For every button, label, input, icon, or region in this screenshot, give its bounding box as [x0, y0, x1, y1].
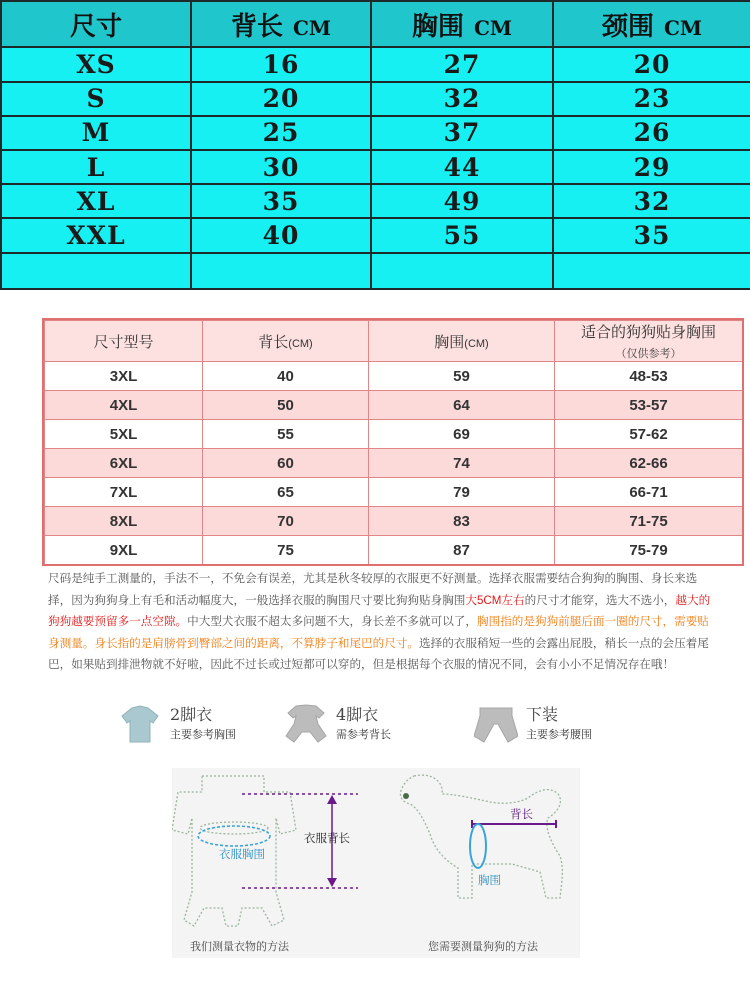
- chest-cell: 69: [369, 420, 555, 449]
- garment-type-name: 2脚衣: [170, 705, 213, 724]
- size-cell: L: [1, 150, 191, 184]
- note-text: 中大型犬衣服不超太多问题不大，身长差不多就可以了，: [187, 615, 477, 629]
- table-row: [1, 116, 750, 150]
- neck-cell: 32: [553, 184, 750, 218]
- fit-cell: 62-66: [555, 449, 743, 478]
- table-row: [1, 184, 750, 218]
- dog-chest-label: 胸围: [478, 875, 501, 887]
- header-size: 尺寸: [1, 1, 191, 47]
- header-back-length: 背长(CM): [203, 321, 369, 362]
- header-fit-chest: 适合的狗狗贴身胸围 （仅供参考）: [555, 321, 743, 362]
- neck-cell: 20: [553, 47, 750, 81]
- table-row: [45, 507, 743, 536]
- size-cell: XS: [1, 47, 191, 81]
- table-row: [45, 391, 743, 420]
- back-cell: 70: [203, 507, 369, 536]
- table-row: [1, 218, 750, 252]
- chest-cell: 74: [369, 449, 555, 478]
- unit-label: CM: [473, 15, 513, 40]
- chest-cell: 87: [369, 536, 555, 565]
- chest-cell: 64: [369, 391, 555, 420]
- back-cell: 40: [191, 218, 371, 252]
- chest-cell: 83: [369, 507, 555, 536]
- back-cell: 30: [191, 150, 371, 184]
- garment-type-name: 下装: [526, 705, 559, 724]
- dog-back-label: 背长: [510, 809, 533, 821]
- table-row: [1, 82, 750, 116]
- note-text: 的尺寸才能穿，选大不选小，: [524, 593, 676, 607]
- back-cell: 35: [191, 184, 371, 218]
- reference-note: （仅供参考）: [615, 348, 682, 360]
- back-cell: 60: [203, 449, 369, 478]
- garment-type-hint: 主要参考胸围: [170, 729, 236, 741]
- size-cell: 4XL: [45, 391, 203, 420]
- table-row: [45, 449, 743, 478]
- size-cell: S: [1, 82, 191, 116]
- back-cell: 16: [191, 47, 371, 81]
- size-cell: XXL: [1, 218, 191, 252]
- garment-type-hint: 主要参考腰围: [526, 729, 592, 741]
- chest-cell: 37: [371, 116, 553, 150]
- note-measure-definition: 胸围指的是狗狗前腿后面一圈的尺寸，需要贴身测量。身长指的是肩膀骨到臀部之间的距离，不算脖子和尾巴的尺寸。: [48, 615, 709, 650]
- table-row: [45, 420, 743, 449]
- basic-size-table: [0, 0, 750, 290]
- size-cell: M: [1, 116, 191, 150]
- chest-cell: 32: [371, 82, 553, 116]
- neck-cell: 29: [553, 150, 750, 184]
- fit-cell: 75-79: [555, 536, 743, 565]
- measurement-diagram: [172, 768, 580, 958]
- sizing-notes: [48, 568, 718, 676]
- size-cell: 9XL: [45, 536, 203, 565]
- size-cell: 7XL: [45, 478, 203, 507]
- chest-cell: 44: [371, 150, 553, 184]
- garment-type-name: 4脚衣: [336, 705, 379, 724]
- chest-cell: 59: [369, 362, 555, 391]
- table-row: [45, 362, 743, 391]
- large-size-table: [44, 320, 743, 565]
- unit-label: CM: [292, 15, 332, 40]
- size-cell: 3XL: [45, 362, 203, 391]
- size-cell: XL: [1, 184, 191, 218]
- neck-cell: 23: [553, 82, 750, 116]
- back-cell: 55: [203, 420, 369, 449]
- back-cell: 40: [203, 362, 369, 391]
- neck-cell: 26: [553, 116, 750, 150]
- basic-size-header-row: [1, 1, 750, 47]
- garment-caption: 我们测量衣物的方法: [190, 941, 289, 953]
- measurement-illustration: [172, 768, 580, 958]
- header-neck: 颈围 CM: [553, 1, 750, 47]
- two-leg-shirt-icon: [118, 702, 162, 746]
- back-cell: 50: [203, 391, 369, 420]
- back-cell: 25: [191, 116, 371, 150]
- back-cell: 20: [191, 82, 371, 116]
- note-text: 尺码是纯手工测量的，手法不一，不免会有误差，尤其是秋冬较厚的衣服更不好测量。选择衣服需要结合狗狗的胸围、身长来选择，因为狗狗身上有毛和活动幅度大，一般选择衣服的胸围尺寸要比狗狗贴身胸围: [48, 572, 698, 607]
- table-row: [45, 478, 743, 507]
- note-text: 选择的衣服稍短一些的会露出屁股，稍长一点的会压着尾巴，如果贴到排泄物就不好啦，因此不过长或过短都可以穿的，但是根据每个衣服的情况不同，会有小小不足情况存在哦！: [48, 636, 709, 672]
- size-cell: 5XL: [45, 420, 203, 449]
- table-row: [45, 536, 743, 565]
- empty-row: [1, 253, 750, 289]
- header-chest: 胸围 CM: [371, 1, 553, 47]
- size-cell: 6XL: [45, 449, 203, 478]
- header-size-model: 尺寸型号: [45, 321, 203, 362]
- note-highlight: 越大的狗狗越要预留多一点空隙。: [48, 593, 711, 629]
- pants-icon: [474, 702, 518, 746]
- fit-cell: 57-62: [555, 420, 743, 449]
- note-highlight: 大5CM左右: [465, 593, 525, 607]
- fit-cell: 71-75: [555, 507, 743, 536]
- garment-back-label: 衣服背长: [304, 833, 350, 845]
- unit-label: CM: [663, 15, 703, 40]
- fit-cell: 53-57: [555, 391, 743, 420]
- neck-cell: 35: [553, 218, 750, 252]
- garment-chest-label: 衣服胸围: [219, 849, 265, 861]
- header-back-length: 背长 CM: [191, 1, 371, 47]
- table-row: [1, 150, 750, 184]
- size-cell: 8XL: [45, 507, 203, 536]
- chest-cell: 27: [371, 47, 553, 81]
- table-row: [1, 47, 750, 81]
- dog-caption: 您需要测量狗狗的方法: [428, 941, 538, 953]
- back-cell: 75: [203, 536, 369, 565]
- chest-cell: 79: [369, 478, 555, 507]
- four-leg-suit-icon: [284, 702, 328, 746]
- large-size-header-row: [45, 321, 743, 362]
- fit-cell: 66-71: [555, 478, 743, 507]
- fit-cell: 48-53: [555, 362, 743, 391]
- garment-type-hint: 需参考背长: [336, 729, 391, 741]
- chest-cell: 55: [371, 218, 553, 252]
- back-cell: 65: [203, 478, 369, 507]
- chest-cell: 49: [371, 184, 553, 218]
- header-chest: 胸围(CM): [369, 321, 555, 362]
